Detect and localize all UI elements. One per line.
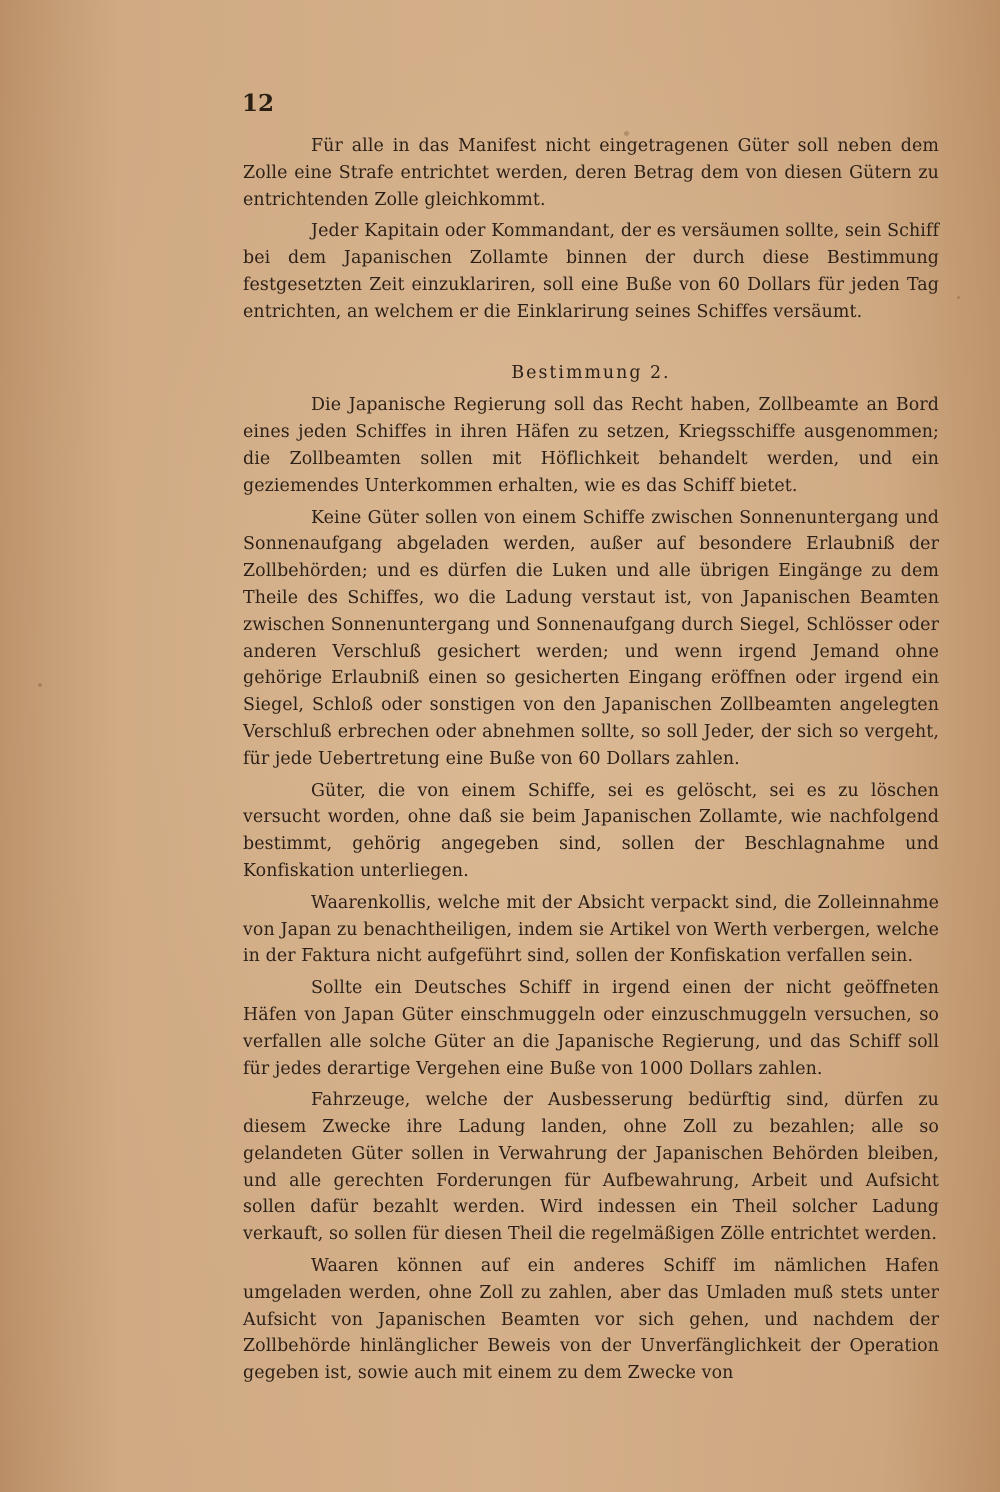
paragraph: Fahrzeuge, welche der Ausbesserung bedürftig sind, dürfen zu diesem Zwecke ihre Ladung landen, ohne Zoll zu bezahlen; alle so gelandeten Güter sollen in Verwahrung der Japanischen Behörden bleiben, und alle gerechten Forderungen für Aufbewahrung, Arbeit und Aufsicht sollen dafür bezahlt werden. Wird indessen ein Theil solcher Ladung verkauft, so sollen für diesen Theil die regelmäßigen Zölle entrichtet werden. — [243, 1090, 939, 1245]
page-number: 12 — [242, 90, 275, 117]
paragraph: Güter, die von einem Schiffe, sei es gelöscht, sei es zu löschen versucht worden, ohne daß sie beim Japanischen Zollamte, wie nachfolgend bestimmt, gehörig angegeben sind, sollen der Beschlagnahme und Konfiskation unterliegen. — [243, 780, 939, 881]
paragraph: Keine Güter sollen von einem Schiffe zwischen Sonnenuntergang und Sonnenaufgang abgeladen werden, außer auf besondere Erlaubniß der Zollbehörden; und es dürfen die Luken und alle übrigen Eingänge zu dem Theile des Schiffes, wo die Ladung verstaut ist, von Japanischen Beamten zwischen Sonnenuntergang und Sonnenaufgang durch Siegel, Schlösser oder anderen Verschluß gesichert werden; und wenn irgend Jemand ohne gehörige Erlaubniß einen so gesicherten Eingang eröffnen oder irgend ein Siegel, Schloß oder sonstigen von den Japanischen Zollbeamten angelegten Verschluß erbrechen oder abnehmen sollte, so soll Jeder, der sich so vergeht, für jede Uebertretung eine Buße von 60 Dollars zahlen. — [243, 507, 939, 769]
paragraph: Für alle in das Manifest nicht eingetragenen Güter soll neben dem Zolle eine Strafe entrichtet werden, deren Betrag dem von diesen Gütern zu entrichtenden Zolle gleichkommt. — [243, 136, 939, 210]
section-heading: Bestimmung 2. — [511, 362, 671, 383]
paper-stain — [38, 683, 42, 687]
paragraph: Jeder Kapitain oder Kommandant, der es versäumen sollte, sein Schiff bei dem Japanischen Zollamte binnen der durch diese Bestimmung festgesetzten Zeit einzuklariren, soll eine Buße von 60 Dollars für jeden Tag entrichten, an welchem er die Einklarirung seines Schiffes versäumt. — [243, 221, 939, 322]
paragraph: Waarenkollis, welche mit der Absicht verpackt sind, die Zolleinnahme von Japan zu benachtheiligen, indem sie Artikel von Werth verbergen, welche in der Faktura nicht aufgeführt sind, sollen der Konfiskation verfallen sein. — [243, 892, 939, 967]
paragraph: Waaren können auf ein anderes Schiff im nämlichen Hafen umgeladen werden, ohne Zoll zu zahlen, aber das Umladen muß stets unter Aufsicht von Japanischen Beamten vor sich gehen, und nachdem der Zollbehörde hinlänglicher Beweis von der Unverfänglichkeit der Operation gegeben ist, sowie auch mit einem zu dem Zwecke von — [243, 1256, 939, 1384]
paper-stain — [957, 296, 960, 299]
page-body — [243, 133, 939, 1392]
paragraph: Sollte ein Deutsches Schiff in irgend einen der nicht geöffneten Häfen von Japan Güter einschmuggeln oder einzuschmuggeln versuchen, so verfallen alle solche Güter an die Japanische Regierung, und das Schiff soll für jedes derartige Vergehen eine Buße von 1000 Dollars zahlen. — [243, 978, 939, 1079]
paragraph: Die Japanische Regierung soll das Recht haben, Zollbeamte an Bord eines jeden Schiffes in ihren Häfen zu setzen, Kriegsschiffe ausgenommen; die Zollbeamten sollen mit Höflichkeit behandelt werden, und ein geziemendes Unterkommen erhalten, wie es das Schiff bietet. — [243, 395, 939, 496]
